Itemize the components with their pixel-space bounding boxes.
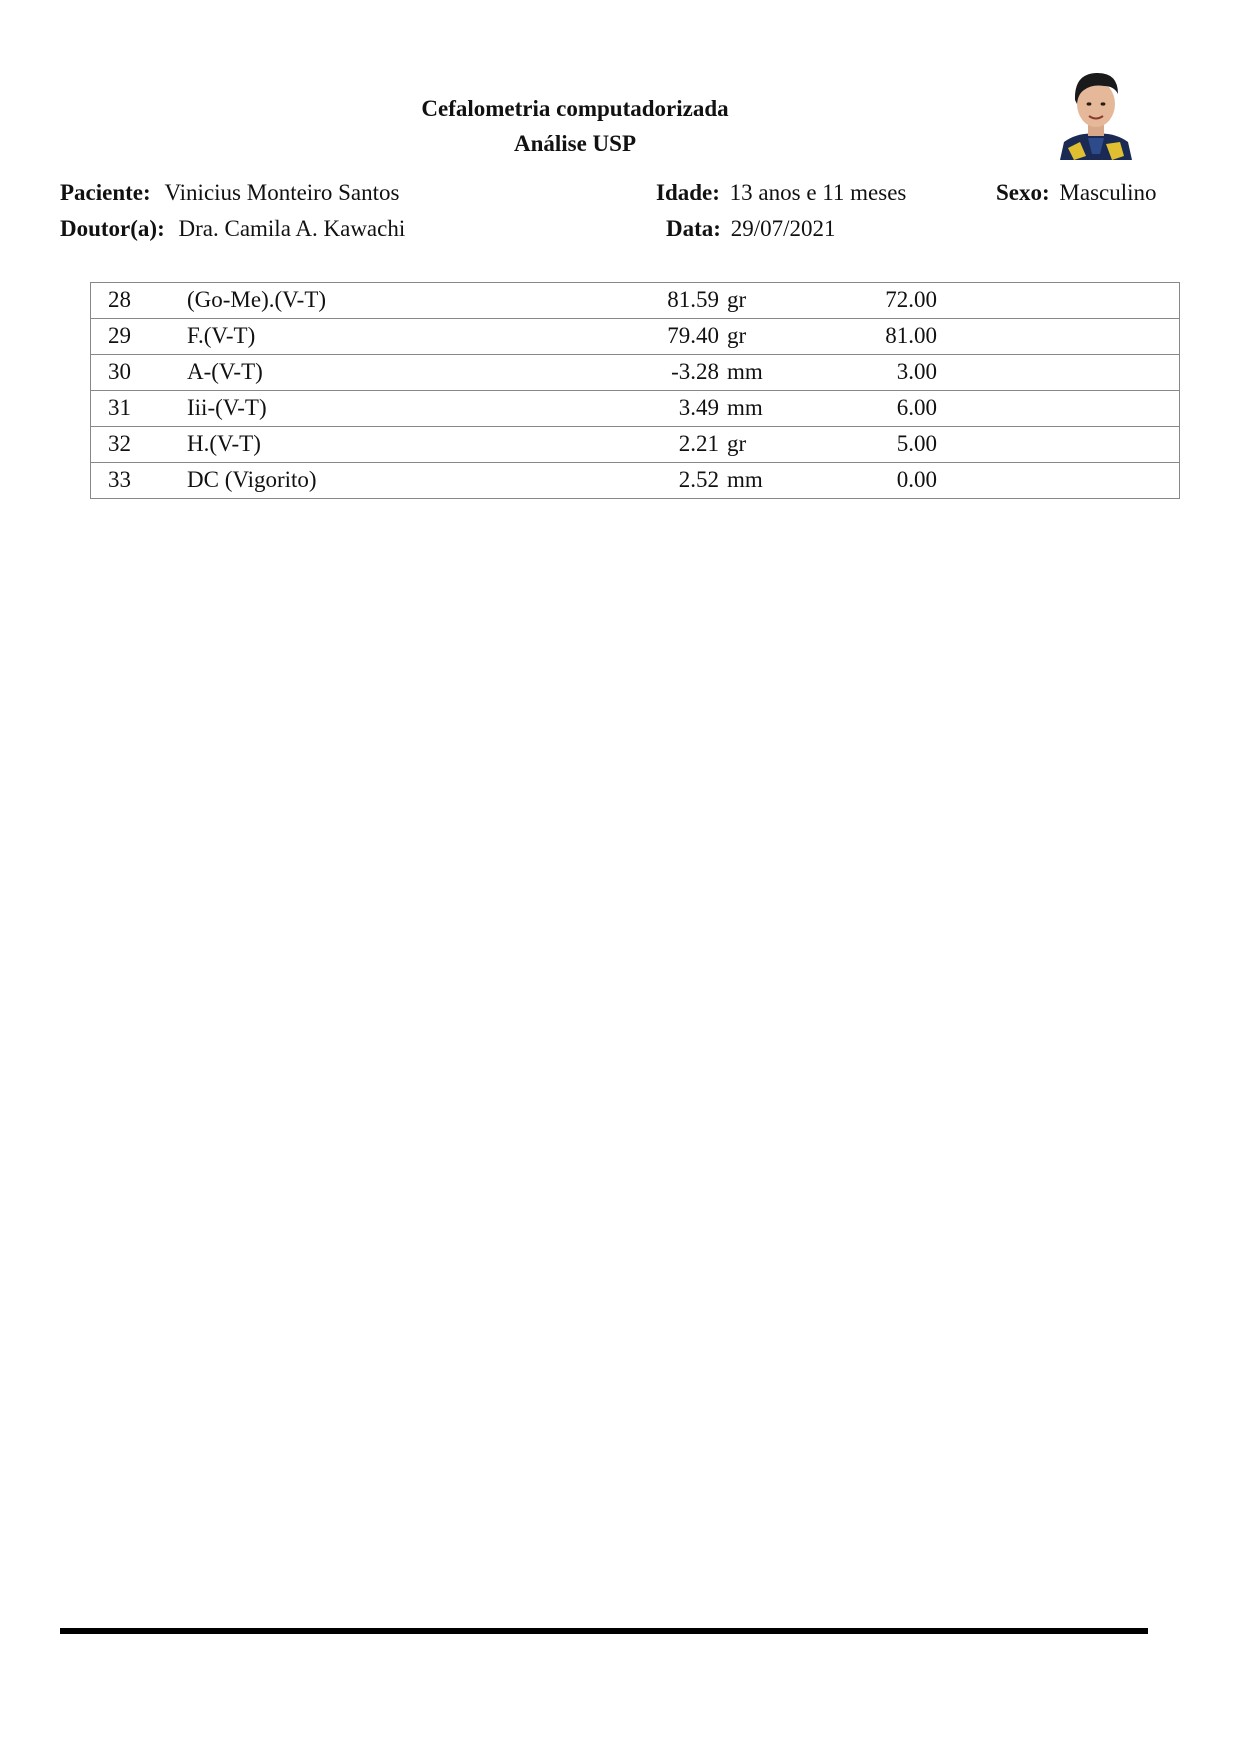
norm-value: 3.00 [896,359,937,384]
doctor-name: Dra. Camila A. Kawachi [178,216,406,241]
measurement-value: 3.49 [678,395,719,420]
measurement-name: (Go-Me).(V-T) [187,287,327,312]
age-field [656,180,906,206]
measurement-value: 81.59 [667,287,719,312]
measurement-name: F.(V-T) [187,323,256,348]
age-label: Idade: [656,180,720,205]
row-number: 31 [108,395,131,420]
measurement-name: H.(V-T) [187,431,261,456]
measurement-unit: mm [727,395,763,420]
doctor-label: Doutor(a): [60,216,165,241]
measurements-table [90,282,1180,499]
norm-value: 81.00 [885,323,937,348]
patient-name-field [60,180,399,206]
patient-photo [1058,64,1134,160]
measurement-unit: gr [727,323,747,348]
row-number: 32 [108,431,131,456]
measurement-name: Iii-(V-T) [187,395,267,420]
table-row [91,463,1179,499]
age-value: 13 anos e 11 meses [729,180,907,205]
measurement-unit: gr [727,287,747,312]
sex-value: Masculino [1059,180,1157,205]
measurement-value: 2.52 [678,467,719,492]
table-row [91,391,1179,427]
date-field [666,216,835,242]
doctor-field [60,216,405,242]
measurement-value: 79.40 [667,323,719,348]
report-title: Cefalometria computadorizada [421,96,729,121]
row-number: 33 [108,467,131,492]
row-number: 30 [108,359,131,384]
measurement-name: A-(V-T) [187,359,263,384]
footer-divider [60,1628,1148,1634]
patient-label: Paciente: [60,180,151,205]
date-label: Data: [666,216,721,241]
norm-value: 0.00 [896,467,937,492]
table-row [91,355,1179,391]
measurement-name: DC (Vigorito) [187,467,317,492]
patient-name: Vinicius Monteiro Santos [164,180,400,205]
date-value: 29/07/2021 [730,216,836,241]
sex-field [996,180,1157,206]
measurement-unit: mm [727,359,763,384]
table-row [91,427,1179,463]
row-number: 29 [108,323,131,348]
measurement-value: -3.28 [671,359,719,384]
sex-label: Sexo: [996,180,1050,205]
measurement-unit: gr [727,431,747,456]
measurement-value: 2.21 [678,431,719,456]
norm-value: 6.00 [896,395,937,420]
measurement-unit: mm [727,467,763,492]
norm-value: 5.00 [896,431,937,456]
table-row [91,283,1179,319]
report-subtitle: Análise USP [513,131,637,156]
row-number: 28 [108,287,131,312]
table-row [91,319,1179,355]
norm-value: 72.00 [885,287,937,312]
